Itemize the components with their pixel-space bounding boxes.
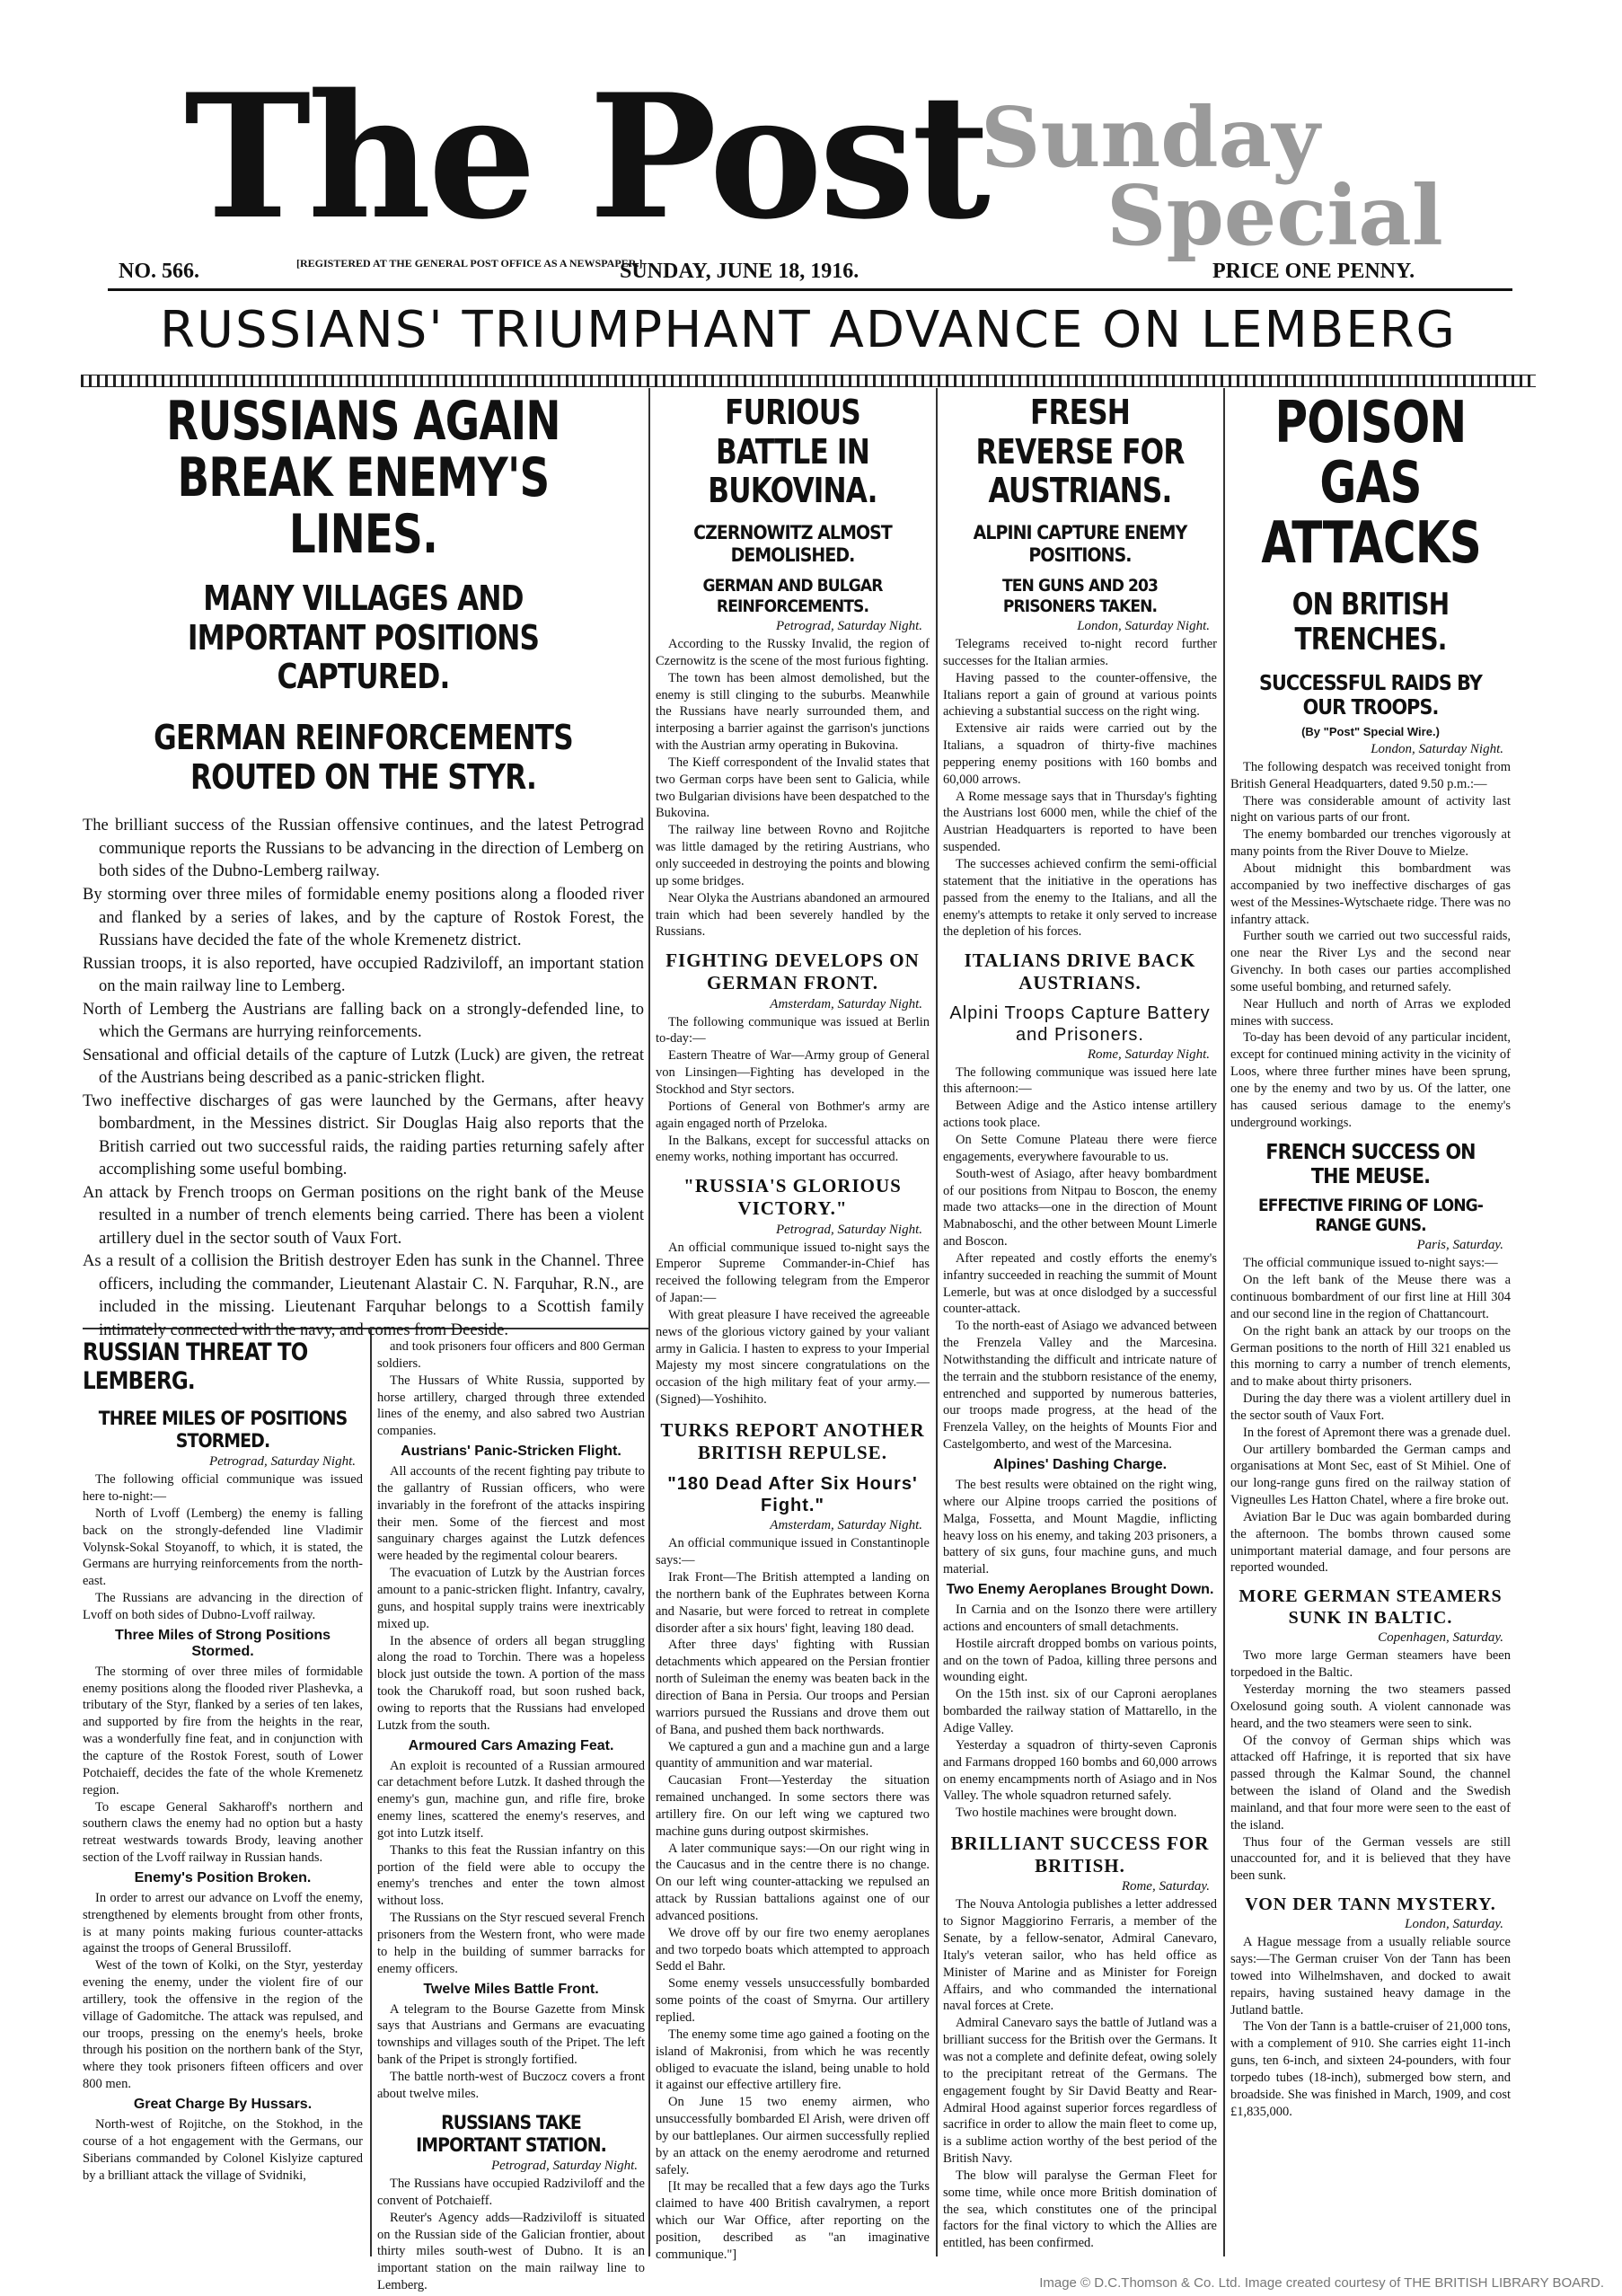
dateline: Petrograd, Saturday Night. <box>208 1454 356 1470</box>
dateline: Amsterdam, Saturday Night. <box>770 1518 922 1533</box>
story-paragraph: [It may be recalled that a few days ago the Turks claimed to have 400 British cavalrymen, a report which our War Office, after reporting on the position, described as "an imaginative communique."] <box>656 2179 930 2262</box>
story-paragraph: Two hostile machines were brought down. <box>956 1806 1177 1821</box>
lead-paragraph: Two ineffective discharges of gas were launched by the Germans, after heavy bombardment, in the Messines district. Sir Douglas Haig also reports that the British carried out two successful raids, the raiding parties returning safely after accomplishing some useful bombing. <box>83 1091 644 1179</box>
story-paragraph: About midnight this bombardment was accompanied by two ineffective discharges of gas west of the Messines-Wytschaete ridge. There was no infantry attack. <box>1230 861 1511 927</box>
story-paragraph: To-day has been devoid of any particular incident, except for continued mining activity in the vicinity of Loos, where three further mines have been sprung, one by the enemy and two by us. Of the latter, one has caused serious damage to the enemy's underground workings. <box>1230 1030 1511 1130</box>
dateline: London, Saturday. <box>1405 1917 1503 1932</box>
story-paragraph: In the Balkans, except for successful attacks on enemy works, nothing important has occurred. <box>656 1133 930 1165</box>
story-paragraph: A telegram to the Bourse Gazette from Minsk says that Austrians and Germans are evacuating townships and villages south of the Pripet. The left bank of the Pripet is strongly fortified. <box>377 2001 645 2068</box>
story-paragraph: On the 15th inst. six of our Caproni aeroplanes bombarded the railway station of Mattarello, in the Adige Valley. <box>943 1687 1217 1735</box>
story-paragraph: West of the town of Kolki, on the Styr, yesterday evening the enemy, under the violent fire of our artillery, took the offensive in the region of the village of Gadomitche. The attack was repulsed, and our troops, pressing on the enemy's heels, broke through his position on the northern bank of the Styr, where they took prisoners fifteen officers and over 800 men. <box>83 1958 363 2092</box>
story-subheadline: GERMAN AND BULGAR REINFORCEMENTS. <box>702 576 883 617</box>
image-credit: Image © D.C.Thomson & Co. Ltd. Image created courtesy of THE BRITISH LIBRARY BOARD. <box>1039 2275 1604 2291</box>
lead-paragraph: An attack by French troops on German positions on the right bank of the Meuse resulted in a number of trench elements being carried. There has been a violent artillery duel in the sector south of Vaux Fort. <box>83 1183 644 1248</box>
dateline: Paris, Saturday. <box>1416 1238 1503 1253</box>
story-paragraph: Near Hulluch and north of Arras we exploded mines with success. <box>1230 996 1511 1029</box>
story-paragraph: An official communique issued in Constantinople says:— <box>656 1536 930 1568</box>
issue-price: PRICE ONE PENNY. <box>1212 260 1415 283</box>
story-paragraph: The Nouva Antologia publishes a letter addressed to Signor Maggiorino Ferraris, a member of the Senate, by a fellow-senator, Admiral Canevaro, Italy's veteran sailor, who has held office as Minister of Marine and as Minister for Foreign Affairs, and who commanded the international naval forces at Crete. <box>943 1897 1217 2014</box>
story-paragraph: To the north-east of Asiago we advanced between the Frenzela Valley and the Marcesina. Notwithstanding the difficult and intricate nature of the terrain and the stubborn resistance of the enemy, entrenched and supported by numerous batteries, our troops made progress, at the head of the Frenzela Valley, on the heights of Mounts Fior and Castelgomberto, and west of the Marcesina. <box>943 1319 1217 1453</box>
story-paragraph: The Hussars of White Russia, supported by horse artillery, charged through three extended lines of the enemy, and also sabred two Austrian companies. <box>377 1373 645 1439</box>
story-paragraph: After repeated and costly efforts the enemy's infantry succeeded in reaching the summit of Mount Lemerle, but was at once dislodged by a successful counter-attack. <box>943 1250 1217 1317</box>
story-paragraph: A Rome message says that in Thursday's fighting the Austrians lost 6000 men, while the chief of the Austrian Headquarters is reported to have been suspended. <box>943 789 1217 855</box>
story-paragraph: To escape General Sakharoff's northern and southern claws the enemy had no option but a hasty retreat westwards towards Brody, leaving another section of the Lvoff railway in Russian hands. <box>83 1799 363 1866</box>
masthead <box>0 57 1622 269</box>
story-paragraph: Near Olyka the Austrians abandoned an armoured train which had been severely handled by the Russians. <box>656 890 930 940</box>
story-paragraph: Telegrams received to-night record further successes for the Italian armies. <box>943 637 1217 668</box>
dateline: London, Saturday Night. <box>1371 741 1503 756</box>
lead-paragraph: As a result of a collision the British destroyer Eden has sunk in the Channel. Three officers, including the commander, Lieutenant Alastair C. N. Farquhar, R.N., are included in the missing. Lieutenant Farquhar belongs to a Scottish family intimately connected with the navy, and comes from Deeside. <box>83 1252 644 1339</box>
wire-credit: (By "Post" Special Wire.) <box>1301 724 1440 738</box>
dateline: Petrograd, Saturday Night. <box>775 619 922 634</box>
story-headline: RUSSIAN THREAT TO LEMBERG. <box>83 1338 308 1396</box>
story-paragraph: The Russians on the Styr rescued several French prisoners from the Western front, who were made to help in the building of summer barracks for enemy officers. <box>377 1911 645 1976</box>
issue-info-bar <box>108 256 1512 291</box>
story-headline: FRESH REVERSE FOR AUSTRIANS. <box>975 393 1185 511</box>
story-paragraph: Thanks to this feat the Russian infantry on this portion of the field were able to occupy the enemy's trenches and enter the town almost without loss. <box>377 1842 645 1909</box>
story-subheadline: TEN GUNS AND 203 PRISONERS TAKEN. <box>1001 576 1159 617</box>
newspaper-title: The Post <box>184 57 987 257</box>
section-subhead: Enemy's Position Broken. <box>134 1869 312 1885</box>
story-paragraph: Portions of General von Bothmer's army are again engaged north of Przeloka. <box>656 1099 930 1131</box>
story-subheadline: SUCCESSFUL RAIDS BY OUR TROOPS. <box>1259 671 1482 720</box>
story-subheadline: ON BRITISH TRENCHES. <box>1291 586 1450 658</box>
story-paragraph: With great pleasure I have received the agreeable news of the glorious victory gained by your valiant army in Galicia. I hasten to express to your Imperial Majesty my most sincere congratulations on the occasion of the high military feat of your army.—(Signed)—Yoshihito. <box>656 1307 930 1408</box>
column-rule <box>936 388 938 2256</box>
story-subheadline: CZERNOWITZ ALMOST DEMOLISHED. <box>693 522 892 567</box>
story-headline: FIGHTING DEVELOPS ON GERMAN FRONT. <box>666 949 920 994</box>
ornamental-rule <box>81 375 1536 387</box>
story-paragraph: Admiral Canevaro says the battle of Jutland was a brilliant success for the British over the Germans. It was not a complete and definite defeat, owing solely to the precipitant retreat of the Germans. The engagement fought by Sir David Beatty and Rear-Admiral Hood against superior forces regardless of sacrifice in order to allow the main fleet to come up, is a sublime action worthy of the best period of the British Navy. <box>943 2016 1217 2167</box>
story-paragraph: On Sette Comune Plateau there were fierce engagements, everywhere favourable to us. <box>943 1132 1217 1164</box>
column-rule <box>370 1329 372 2256</box>
story-paragraph: On the left bank of the Meuse there was a continuous bombardment of our first line at Hill 304 and our second line in the region of Chattancourt. <box>1230 1273 1511 1321</box>
story-paragraph: The enemy some time ago gained a footing on the island of Makronisi, from which he was recently obliged to evacuate the island, being unable to hold it against our effective artillery fire. <box>656 2027 930 2093</box>
story-paragraph: An official communique issued to-night says the Emperor Supreme Commander-in-Chief has received the following telegram from the Emperor of Japan:— <box>656 1240 930 1306</box>
column-rule <box>648 388 650 2256</box>
sunday-special-label <box>981 89 1443 265</box>
story-paragraph: All accounts of the recent fighting pay tribute to the gallantry of Russian officers, who were invariably in the forefront of the attacks inspiring their men. Some of the fiercest and most sanguinary charges against the Lutzk defences were headed by the regimental colour bearers. <box>377 1464 645 1564</box>
dateline: Petrograd, Saturday Night. <box>775 1222 922 1237</box>
story-paragraph: An exploit is recounted of a Russian armoured car detachment before Lutzk. It dashed through the enemy's gun, machine gun, and rifle fire, broke enemy lines, scattered the enemy's reserves, and got into Lutzk itself. <box>377 1758 645 1841</box>
section-subhead: Austrians' Panic-Stricken Flight. <box>401 1444 621 1460</box>
story-paragraph: A later communique says:—On our right wing in the Caucasus and in the centre there is no change. On our left wing counter-attacking we repulsed an attack by Russian battalions against one of our advanced positions. <box>656 1841 930 1923</box>
story-subheadline: "180 Dead After Six Hours' Fight." <box>667 1474 918 1516</box>
story-paragraph: Of the convoy of German ships which was attacked off Hafringe, it is reported that six have passed through the Kalmar Sound, the channel between the island of Oland and the Swedish mainland, and that four more were seen to the east of the island. <box>1230 1733 1511 1832</box>
story-paragraph: In Carnia and on the Isonzo there were artillery actions and encounters of small detachments. <box>943 1603 1217 1634</box>
story-paragraph: During the day there was a violent artillery duel in the sector south of Vaux Fort. <box>1230 1391 1511 1423</box>
lead-paragraph: North of Lemberg the Austrians are falling back on a strongly-defended line, to which the Germans are hurrying reinforcements. <box>83 1000 644 1042</box>
story-headline: TURKS REPORT ANOTHER BRITISH REPULSE. <box>660 1419 925 1464</box>
dateline: Rome, Saturday. <box>1121 1879 1210 1894</box>
dateline: London, Saturday Night. <box>1077 619 1210 634</box>
story-paragraph: The Kieff correspondent of the Invalid states that two German corps have been sent to Galicia, while two Bulgarian divisions have been despatched to the Bukovina. <box>656 755 930 821</box>
story-subheadline: ALPINI CAPTURE ENEMY POSITIONS. <box>973 522 1187 567</box>
lead-body <box>83 815 644 1342</box>
story-paragraph: Yesterday a squadron of thirty-seven Capronis and Farmans dropped 160 bombs and 60,000 arrows on enemy encampments north of Asiago and in Nos Valley. The whole squadron returned safely. <box>943 1737 1217 1804</box>
story-paragraph: There was considerable amount of activity last night on various parts of our front. <box>1230 793 1511 826</box>
story-paragraph: The following official communique was issued here to-night:— <box>83 1472 363 1504</box>
story-paragraph: We captured a gun and a machine gun and a large quantity of ammunition and war material. <box>656 1739 930 1771</box>
dateline: Rome, Saturday Night. <box>1087 1046 1210 1062</box>
story-headline: ITALIANS DRIVE BACK AUSTRIANS. <box>964 949 1196 994</box>
story-paragraph: In the forest of Apremont there was a grenade duel. <box>1243 1425 1511 1440</box>
story-paragraph: Reuter's Agency adds—Radziviloff is situated on the Russian side of the Galician frontier, about thirty miles south-west of Dubno. It is an important station on the main railway line to Lemberg. <box>377 2210 645 2293</box>
section-subhead: Two Enemy Aeroplanes Brought Down. <box>946 1582 1214 1598</box>
story-paragraph: and took prisoners four officers and 800 German soldiers. <box>377 1339 645 1371</box>
lead-paragraph: Sensational and official details of the capture of Lutzk (Luck) are given, the retreat of the Austrians being described as a panic-stricken flight. <box>83 1046 644 1088</box>
story-paragraph: Our artillery bombarded the German camps and organisations at Mont Sec, east of St Mihiel. One of our long-range guns fired on the railway station of Vigneulles Les Hatton Chatel, where a fire broke out. <box>1230 1442 1511 1508</box>
story-paragraph: Hostile aircraft dropped bombs on various points, and on the town of Padoa, killing three persons and wounding eight. <box>943 1636 1217 1685</box>
lead-subheadline-2: GERMAN REINFORCEMENTS ROUTED ON THE STYR. <box>154 718 573 797</box>
story-paragraph: The blow will paralyse the German Fleet for some time, while once more British domination of the sea, which constitutes one of the principal factors for the final victory to which the Allies are entitled, has been confirmed. <box>943 2168 1217 2251</box>
story-headline: "RUSSIA'S GLORIOUS VICTORY." <box>683 1175 902 1220</box>
story-subheadline: THREE MILES OF POSITIONS STORMED. <box>98 1407 348 1452</box>
story-paragraph: A Hague message from a usually reliable source says:—The German cruiser Von der Tann has been towed into Wilhelmshaven, and docked to await repairs, having sustained heavy damage in the Jutland battle. <box>1230 1935 1511 2018</box>
lead-paragraph: The brilliant success of the Russian offensive continues, and the latest Petrograd communique reports the Russians to be advancing in the direction of Lemberg on both sides of the Dubno-Lemberg railway. <box>83 817 644 881</box>
story-paragraph: South-west of Asiago, after heavy bombardment of our positions from Nitpau to Boscon, the enemy made two attacks—one in the direction of Mount Mabnaboschi, and the other between Mount Limerle and Boscon. <box>943 1166 1217 1250</box>
section-subhead: Twelve Miles Battle Front. <box>423 1981 599 1997</box>
story-headline: POISON GAS ATTACKS <box>1261 390 1481 578</box>
story-headline: FURIOUS BATTLE IN BUKOVINA. <box>708 393 877 511</box>
story-paragraph: Thus four of the German vessels are still unaccounted for, and it is believed that they have been sunk. <box>1230 1834 1511 1884</box>
russian-threat-story <box>83 1338 363 2264</box>
section-subhead: Armoured Cars Amazing Feat. <box>408 1737 614 1753</box>
story-paragraph: Between Adige and the Astico intense artillery actions took place. <box>943 1099 1217 1131</box>
story-paragraph: We drove off by our fire two enemy aeroplanes and two torpedo boats which attempted to approach Sedd el Bahr. <box>656 1925 930 1974</box>
issue-number: NO. 566. <box>119 260 199 283</box>
dateline: Copenhagen, Saturday. <box>1378 1630 1503 1646</box>
story-paragraph: Irak Front—The British attempted a landing on the northern bank of the Euphrates between Korna and Nasarie, but were forced to retreat in complete disorder after a six hours' fight, leaving 180 dead. <box>656 1570 930 1636</box>
special-line-2: Special <box>1106 167 1443 265</box>
story-paragraph: The enemy bombarded our trenches vigorously at many points from the River Douve to Mielze. <box>1230 827 1511 860</box>
section-subhead: Alpines' Dashing Charge. <box>992 1457 1168 1472</box>
section-subhead: Great Charge By Hussars. <box>133 2097 313 2112</box>
story-paragraph: Further south we carried out two successful raids, one near the River Lys and the second near Givenchy. In both cases our parties accomplished some useful bombing, and returned safely. <box>1230 929 1511 994</box>
story-paragraph: The successes achieved confirm the semi-official statement that the initiative in the operations has passed from the enemy to the Italians, and all the enemy's attempts to retake it only served to increase the depletion of his forces. <box>943 857 1217 940</box>
story-paragraph: The Russians have occupied Radziviloff and the convent of Potchaieff. <box>377 2176 645 2208</box>
lead-paragraph: By storming over three miles of formidable enemy positions along a flooded river and flanked by a series of lakes, and by the capture of Rostok Forest, the Russians have decided the fate of the whole Kremenetz district. <box>83 885 644 950</box>
section-subhead: Three Miles of Strong Positions Stormed. <box>114 1627 331 1659</box>
italian-front-column <box>943 393 1217 2262</box>
story-paragraph: Aviation Bar le Duc was again bombarded during the afternoon. The bombs thrown caused some unimportant material damage, and four persons are reported wounded. <box>1230 1509 1511 1576</box>
story-paragraph: The Von der Tann is a battle-cruiser of 21,000 tons, with a complement of 910. She carries eight 11-inch guns, ten 6-inch, and sixteen 24-pounders, with four torpedo tubes (18-inch), submerged bow stern, and broadside. She was finished in March, 1909, and cost £1,835,000. <box>1230 2019 1511 2119</box>
story-paragraph: North-west of Rojitche, on the Stokhod, in the course of a hot engagement with the Germans, our Siberians commanded by Colonel Kislyize captured by a brilliant attack the village of Svidniki, <box>83 2117 363 2183</box>
story-paragraph: The town has been almost demolished, but the enemy is still clinging to the suburbs. Meanwhile the Russians have nearly surrounded them, and interposing a barrier against the garrison's junctions with the Austrian army operating in Bukovina. <box>656 670 930 754</box>
column-rule <box>1223 388 1225 2256</box>
story-headline: BRILLIANT SUCCESS FOR BRITISH. <box>950 1832 1210 1877</box>
story-paragraph: The evacuation of Lutzk by the Austrian forces amount to a panic-stricken flight. Infantry, cavalry, guns, and hospital supply trains were inextricably mixed up. <box>377 1566 645 1631</box>
lead-headline: RUSSIANS AGAIN BREAK ENEMY'S LINES. <box>166 390 560 566</box>
story-paragraph: Some enemy vessels unsuccessfully bombarded some points of the coast of Smyrna. Our artillery replied. <box>656 1976 930 2025</box>
issue-date: SUNDAY, JUNE 18, 1916. <box>620 260 859 283</box>
lead-subheadline: MANY VILLAGES AND IMPORTANT POSITIONS CAPTURED. <box>187 578 540 697</box>
story-headline: FRENCH SUCCESS ON THE MEUSE. <box>1265 1140 1476 1189</box>
dateline: Petrograd, Saturday Night. <box>490 2158 638 2173</box>
bukovina-column <box>656 393 930 2262</box>
story-subheadline: EFFECTIVE FIRING OF LONG-RANGE GUNS. <box>1257 1195 1483 1236</box>
lead-story <box>83 390 644 1342</box>
story-paragraph: Yesterday morning the two steamers passed Oxelosund going south. A violent cannonade was heard, and the two steamers were seen to sink. <box>1230 1682 1511 1731</box>
western-front-column <box>1230 390 1511 2262</box>
story-paragraph: The following communique was issued here late this afternoon:— <box>943 1064 1217 1097</box>
story-paragraph: In order to arrest our advance on Lvoff the enemy, strengthened by elements brought from other fronts, is at many points making furious counter-attacks against the troops of General Brussiloff. <box>83 1890 363 1956</box>
story-paragraph: In the absence of orders all began struggling along the road to Torchin. There was a hopeless block just outside the town. A portion of the mass took the Charukoff road, but soon rushed back, owing to reports that the Russians had enveloped Lutzk from the south. <box>377 1633 645 1733</box>
story-headline: RUSSIANS TAKE IMPORTANT STATION. <box>416 2111 606 2156</box>
story-paragraph: The following despatch was received tonight from British General Headquarters, dated 9.50 p.m.:— <box>1230 759 1511 791</box>
story-paragraph: According to the Russky Invalid, the region of Czernowitz is the scene of the most furious fighting. <box>656 637 930 668</box>
story-paragraph: Eastern Theatre of War—Army group of General von Linsingen—Fighting has developed in the Stockhod and Styr sectors. <box>656 1048 930 1097</box>
russian-threat-continued <box>377 1338 645 2293</box>
story-paragraph: The storming of over three miles of formidable enemy positions along the flooded river Plashevka, a tributary of the Styr, flanked by a series of ten lakes, and supported by fire from the heights in the rear, was a wonderfully fine feat, and in conjunction with the capture of the Rostok Forest, south of Lower Potchaieff, decides the fate of the whole Kremenetz region. <box>83 1664 363 1797</box>
story-paragraph: The battle north-west of Buczocz covers a front about twelve miles. <box>377 2069 645 2101</box>
story-subheadline: Alpini Troops Capture Battery and Prisoners. <box>949 1002 1211 1045</box>
story-paragraph: Two more large German steamers have been torpedoed in the Baltic. <box>1230 1648 1511 1681</box>
main-headline: RUSSIANS' TRIUMPHANT ADVANCE ON LEMBERG <box>160 301 1457 359</box>
story-paragraph: The best results were obtained on the right wing, where our Alpine troops carried the positions of Malga, Fossetta, and Mount Magdie, inflicting heavy loss on his enemy, and taking 203 prisoners, a battery of six guns, four machine guns, and much material. <box>943 1478 1217 1577</box>
story-paragraph: On June 15 two enemy airmen, who unsuccessfully bombarded El Arish, were driven off by our battleplanes. Our airmen successfully replied by an attack on the enemy aerodrome and returned safely. <box>656 2095 930 2177</box>
story-paragraph: The official communique issued to-night says:— <box>1243 1256 1498 1271</box>
special-line-1: Sunday <box>981 89 1320 186</box>
story-paragraph: On the right bank an attack by our troops on the German positions to the north of Hill 321 enabled us this morning to carry a number of trench elements, and to make about thirty prisoners. <box>1230 1323 1511 1390</box>
story-paragraph: North of Lvoff (Lemberg) the enemy is falling back on the strongly-defended line Vladimir Volynsk-Sokal Stoyanoff, to which, it is stated, the Germans are hurrying reinforcements from the north-east. <box>83 1506 363 1589</box>
story-paragraph: Caucasian Front—Yesterday the situation remained unchanged. In some sectors there was artillery fire. On our left wing we captured two machine guns during outpost skirmishes. <box>656 1773 930 1839</box>
story-headline: MORE GERMAN STEAMERS SUNK IN BALTIC. <box>1239 1586 1503 1629</box>
story-paragraph: The Russians are advancing in the direction of Lvoff on both sides of Dubno-Lvoff railway. <box>83 1591 363 1622</box>
story-paragraph: Having passed to the counter-offensive, the Italians report a gain of ground at various points achieving a substantial success on the right wing. <box>943 670 1217 720</box>
story-paragraph: The railway line between Rovno and Rojitche was little damaged by the retiring Austrians, who only succeeded in destroying the points and blowing up some bridges. <box>656 823 930 888</box>
lead-paragraph: Russian troops, it is also reported, have occupied Radziviloff, an important station on the main railway line to Lemberg. <box>83 954 644 996</box>
dateline: Amsterdam, Saturday Night. <box>770 996 922 1011</box>
story-headline: VON DER TANN MYSTERY. <box>1245 1894 1496 1915</box>
registered-notice: [REGISTERED AT THE GENERAL POST OFFICE AS A NEWSPAPER.] <box>296 257 643 269</box>
story-paragraph: The following communique was issued at Berlin to-day:— <box>656 1014 930 1046</box>
story-paragraph: Extensive air raids were carried out by the Italians, a squadron of thirty-five machines peppering enemy positions with 160 bombs and 60,000 arrows. <box>943 721 1217 787</box>
story-paragraph: After three days' fighting with Russian detachments which appeared on the Persian frontier north of Suleiman the enemy was beaten back in the direction of Bana in Persia. Our troops and Persian warriors pursued the Russians and drove them out of Bana, and pushed them back northwards. <box>656 1638 930 1737</box>
